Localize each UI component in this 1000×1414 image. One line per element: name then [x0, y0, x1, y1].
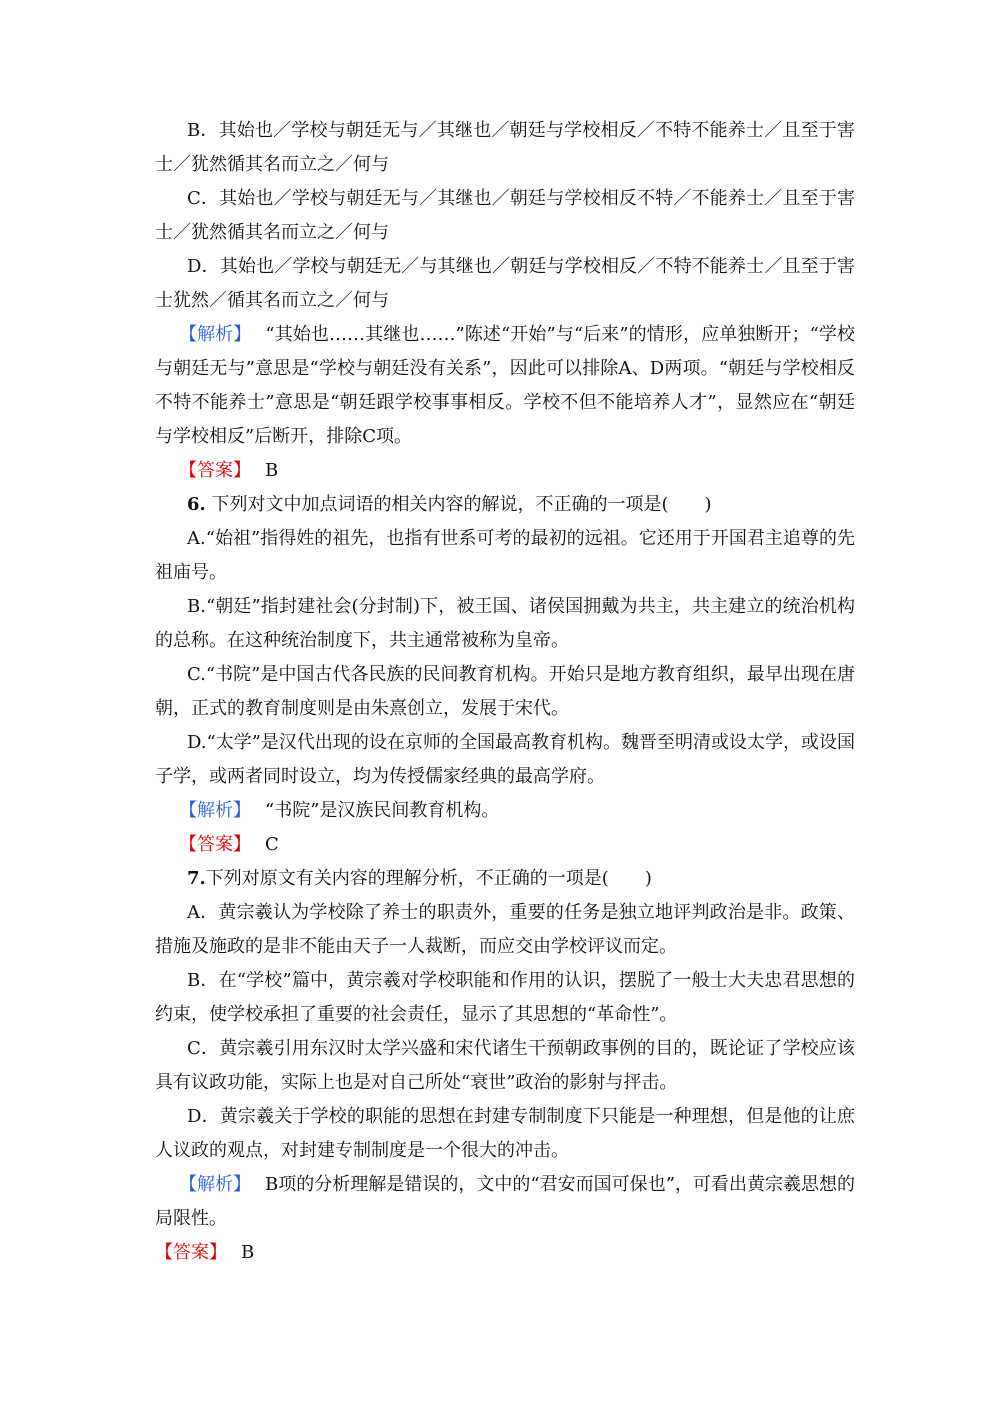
q6-answer-text: C — [265, 834, 279, 855]
q7-answer-label: 【答案】 — [155, 1242, 227, 1263]
q6-number: 6. — [187, 494, 206, 515]
q6-option-d: D.“太学”是汉代出现的设在京师的全国最高教育机构。魏晋至明清或设太学，或设国子学，或两者同时设立，均为传授儒家经典的最高学府。 — [155, 732, 855, 787]
q7-option-b: B．在“学校”篇中，黄宗羲对学校职能和作用的认识，摆脱了一般士大夫忠君思想的约束，使学校承担了重要的社会责任，显示了其思想的“革命性”。 — [155, 970, 855, 1025]
q5-option-d: D．其始也／学校与朝廷无／与其继也／朝廷与学校相反／不特不能养士／且至于害士犹然／循其名而立之／何与 — [155, 256, 855, 311]
q7-answer-text: B — [241, 1242, 255, 1263]
q7-analysis — [155, 1168, 855, 1236]
q5-option-b: B．其始也／学校与朝廷无与／其继也／朝廷与学校相反／不特不能养士／且至于害士／犹然循其名而立之／何与 — [155, 120, 855, 175]
q5-option-c: C．其始也／学校与朝廷无与／其继也／朝廷与学校相反不特／不能养士／且至于害士／犹然循其名而立之／何与 — [155, 188, 855, 243]
q6-option-c: C.“书院”是中国古代各民族的民间教育机构。开始只是地方教育组织，最早出现在唐朝，正式的教育制度则是由朱熹创立，发展于宋代。 — [155, 664, 855, 719]
q6-question — [155, 488, 855, 522]
q6-option-b: B.“朝廷”指封建社会(分封制)下，被王国、诸侯国拥戴为共主，共主建立的统治机构的总称。在这种统治制度下，共主通常被称为皇帝。 — [155, 596, 855, 651]
q7-option-a: A．黄宗羲认为学校除了养士的职责外，重要的任务是独立地评判政治是非。政策、措施及施政的是非不能由天子一人裁断，而应交由学校评议而定。 — [155, 902, 855, 957]
q7-option-d: D．黄宗羲关于学校的职能的思想在封建专制制度下只能是一种理想，但是他的让庶人议政的观点，对封建专制制度是一个很大的冲击。 — [155, 1106, 855, 1161]
q6-answer-label: 【答案】 — [179, 834, 251, 855]
q5-answer-label: 【答案】 — [179, 460, 251, 481]
q6-option-a: A.“始祖”指得姓的祖先，也指有世系可考的最初的远祖。它还用于开国君主追尊的先祖庙号。 — [155, 528, 855, 583]
q5-answer — [155, 454, 855, 488]
q7-number: 7. — [187, 868, 206, 889]
q6-analysis-text: “书院”是汉族民间教育机构。 — [265, 800, 500, 821]
q6-analysis — [155, 794, 855, 828]
q5-analysis — [155, 318, 855, 454]
document-body — [155, 114, 855, 1270]
q6-analysis-label: 【解析】 — [179, 800, 251, 821]
q6-question-text: 下列对文中加点词语的相关内容的解说，不正确的一项是( ) — [211, 494, 712, 515]
q5-analysis-text: “其始也……其继也……”陈述“开始”与“后来”的情形，应单独断开；“学校与朝廷无与”意思是“学校与朝廷没有关系”，因此可以排除A、D两项。“朝廷与学校相反不特不能养士”意思是“朝廷跟学校事事相反。学校不但不能培养人才”，显然应在“朝廷与学校相反”后断开，排除C项。 — [155, 324, 856, 447]
q7-question-text: 下列对原文有关内容的理解分析，不正确的一项是( ) — [205, 868, 652, 889]
q7-question — [155, 862, 855, 896]
q7-answer — [155, 1236, 855, 1270]
q7-analysis-label: 【解析】 — [179, 1174, 252, 1195]
q7-option-c: C．黄宗羲引用东汉时太学兴盛和宋代诸生干预朝政事例的目的，既论证了学校应该具有议政功能，实际上也是对自己所处“衰世”政治的影射与抨击。 — [155, 1038, 855, 1093]
q7-analysis-text: B项的分析理解是错误的，文中的“君安而国可保也”，可看出黄宗羲思想的局限性。 — [155, 1174, 855, 1229]
q6-answer — [155, 828, 855, 862]
q5-answer-text: B — [265, 460, 279, 481]
q5-analysis-label: 【解析】 — [179, 324, 252, 345]
